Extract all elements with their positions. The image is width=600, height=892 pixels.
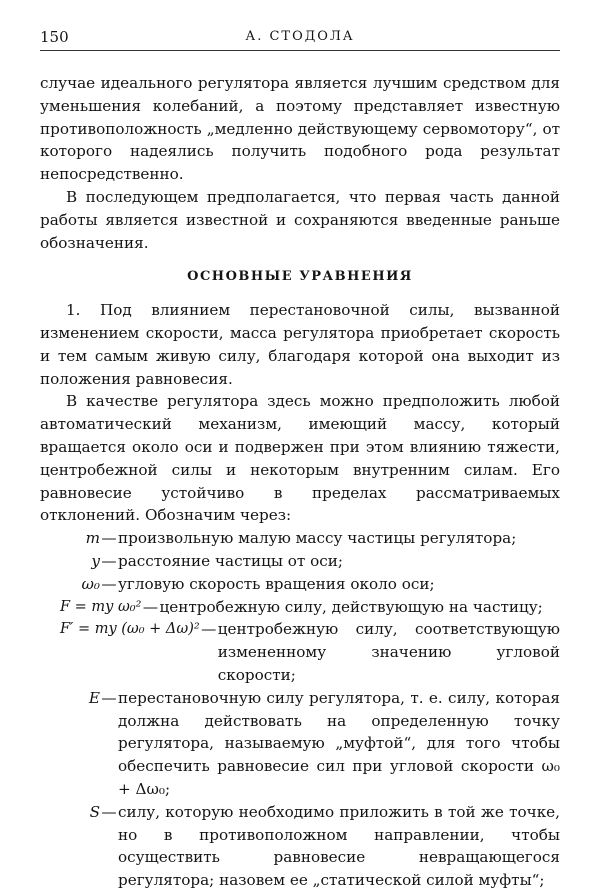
definition-symbol: ω₀ (81, 574, 100, 593)
definition-text: силу, которую необходимо приложить в той же точке, но в противоположном направлении, чтобы осуществить равновесие невращающегося регулятора; назовем ее „статической силой муфты“; (118, 802, 560, 890)
header-rule (40, 50, 560, 51)
definition-symbol: S (89, 802, 100, 821)
paragraph: В качестве регулятора здесь можно предположить любой автоматический механизм, имеющий массу, который вращается около оси и подвержен при этом влиянию тяжести, центробежной силы и некоторым внутренним силам. Его равновесие устойчиво в пределах рассматриваемых отклонений. Обозначим через: (40, 392, 560, 525)
definition-symbol: m (85, 529, 100, 548)
page-body (40, 72, 560, 892)
definition-item (40, 573, 560, 596)
definition-dash: — (101, 802, 117, 821)
definition-item (40, 527, 560, 550)
page-number: 150 (40, 28, 69, 46)
paragraph: случае идеального регулятора является лучшим средством для уменьшения колебаний, а поэтому представляет известную противоположность „медленно действующему сервомотору“, от которого надеялись получить подобного рода результат непосредственно. (40, 74, 560, 184)
definition-dash: — (201, 620, 217, 639)
definition-text: расстояние частицы от оси; (118, 551, 344, 570)
definition-dash: — (101, 529, 117, 548)
definition-text: произвольную малую массу частицы регулятора; (118, 529, 517, 548)
definition-item (40, 687, 560, 801)
definition-item (40, 618, 560, 686)
definition-dash: — (142, 597, 159, 616)
definition-item (40, 801, 560, 892)
definition-dash: — (101, 551, 117, 570)
paragraph: В последующем предполагается, что первая часть данной работы является известной и сохраняются введенные раньше обозначения. (40, 187, 560, 252)
definition-symbol: y (91, 551, 100, 570)
definition-symbol: F′ = my (ω₀ + Δω)² (60, 621, 200, 638)
definition-text: угловую скорость вращения около оси; (118, 574, 435, 593)
definition-text: перестановочную силу регулятора, т. е. силу, которая должна действовать на определенную точку регулятора, называемую „муфтой“, для того чтобы обеспечить равновесие сил при угловой скорости ω₀ + Δω₀; (118, 688, 560, 798)
definition-dash: — (101, 688, 117, 707)
page-header (40, 28, 560, 48)
definition-item (40, 550, 560, 573)
definition-dash: — (101, 574, 117, 593)
definition-symbol: F = my ω₀² (60, 598, 142, 615)
definition-symbol: E (88, 688, 100, 707)
definition-text: центробежную силу, действующую на частицу; (159, 597, 543, 616)
section-heading: ОСНОВНЫЕ УРАВНЕНИЯ (187, 269, 413, 285)
definition-item (40, 596, 560, 619)
definition-text: центробежную силу, соответствующую измененному значению угловой скорости; (217, 620, 560, 684)
running-head: А. СТОДОЛА (245, 29, 355, 44)
paragraph: 1. Под влиянием перестановочной силы, вызванной изменением скорости, масса регулятора приобретает скорость и тем самым живую силу, благодаря которой она выходит из положения равновесия. (40, 301, 560, 388)
